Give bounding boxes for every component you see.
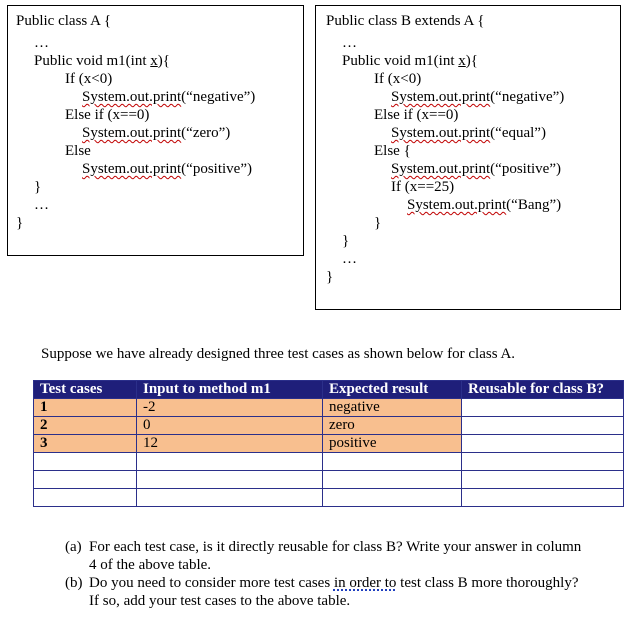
cell-reusable[interactable]: [462, 489, 624, 507]
cell-test-case: 3: [34, 435, 137, 453]
if-negative: If (x<0): [65, 71, 113, 87]
cell-reusable[interactable]: [462, 417, 624, 435]
cell-input: -2: [137, 399, 323, 417]
print-bang: System.out.print(“Bang”): [407, 197, 562, 213]
cell-expected[interactable]: [323, 489, 462, 507]
else-if-zero: Else if (x==0): [65, 107, 150, 123]
cell-expected: negative: [323, 399, 462, 417]
question-b-line2: If so, add your test cases to the above table.: [89, 593, 351, 609]
table-row: [34, 453, 624, 471]
cell-test-case: 2: [34, 417, 137, 435]
class-close-brace: }: [326, 269, 334, 285]
header-reusable: Reusable for class B?: [462, 381, 624, 399]
print-zero: System.out.print(“zero”): [82, 125, 231, 141]
question-a-line2: 4 of the above table.: [89, 557, 212, 573]
header-expected: Expected result: [323, 381, 462, 399]
question-b-line1: Do you need to consider more test cases in order to test class B more thoroughly?: [89, 575, 579, 591]
else: Else: [65, 143, 91, 159]
cell-input[interactable]: [137, 489, 323, 507]
cell-reusable[interactable]: [462, 471, 624, 489]
ellipsis: …: [342, 35, 357, 51]
print-positive: System.out.print(“positive”): [391, 161, 561, 177]
ellipsis: …: [34, 35, 49, 51]
cell-reusable[interactable]: [462, 435, 624, 453]
question-b: [65, 574, 635, 610]
else-if-zero: Else if (x==0): [374, 107, 459, 123]
if-negative: If (x<0): [374, 71, 422, 87]
cell-expected[interactable]: [323, 471, 462, 489]
table-row: [34, 489, 624, 507]
header-test-cases: Test cases: [34, 381, 137, 399]
table-row: [34, 471, 624, 489]
test-case-table: [33, 380, 624, 507]
else-open: Else {: [374, 143, 411, 159]
class-b-code-box: [315, 5, 621, 310]
table-row: [34, 399, 624, 417]
method-close-brace: }: [34, 179, 42, 195]
cell-input[interactable]: [137, 471, 323, 489]
cell-input: 12: [137, 435, 323, 453]
print-equal: System.out.print(“equal”): [391, 125, 546, 141]
class-a-declaration: Public class A {: [16, 13, 112, 29]
method-signature: Public void m1(int x){: [342, 53, 478, 69]
cell-expected[interactable]: [323, 453, 462, 471]
cell-test-case[interactable]: [34, 453, 137, 471]
cell-expected: zero: [323, 417, 462, 435]
print-negative: System.out.print(“negative”): [82, 89, 256, 105]
question-b-label: (b): [65, 575, 83, 591]
ellipsis: …: [34, 197, 49, 213]
print-positive: System.out.print(“positive”): [82, 161, 252, 177]
header-input: Input to method m1: [137, 381, 323, 399]
cell-test-case: 1: [34, 399, 137, 417]
method-close-brace: }: [342, 233, 350, 249]
cell-reusable[interactable]: [462, 399, 624, 417]
print-negative: System.out.print(“negative”): [391, 89, 565, 105]
ellipsis: …: [342, 251, 357, 267]
cell-input: 0: [137, 417, 323, 435]
table-header-row: [34, 381, 624, 399]
table-row: [34, 417, 624, 435]
class-close-brace: }: [16, 215, 24, 231]
if-25: If (x==25): [391, 179, 455, 195]
table-row: [34, 435, 624, 453]
cell-test-case[interactable]: [34, 489, 137, 507]
class-a-code-box: [7, 5, 304, 256]
cell-input[interactable]: [137, 453, 323, 471]
cell-test-case[interactable]: [34, 471, 137, 489]
question-a-line1: For each test case, is it directly reusable for class B? Write your answer in column: [89, 539, 582, 555]
else-close-brace: }: [374, 215, 382, 231]
class-b-declaration: Public class B extends A {: [326, 13, 485, 29]
cell-reusable[interactable]: [462, 453, 624, 471]
question-a-label: (a): [65, 539, 82, 555]
intro-text: Suppose we have already designed three test cases as shown below for class A.: [41, 346, 516, 362]
method-signature: Public void m1(int x){: [34, 53, 170, 69]
cell-expected: positive: [323, 435, 462, 453]
question-a: [65, 538, 635, 574]
